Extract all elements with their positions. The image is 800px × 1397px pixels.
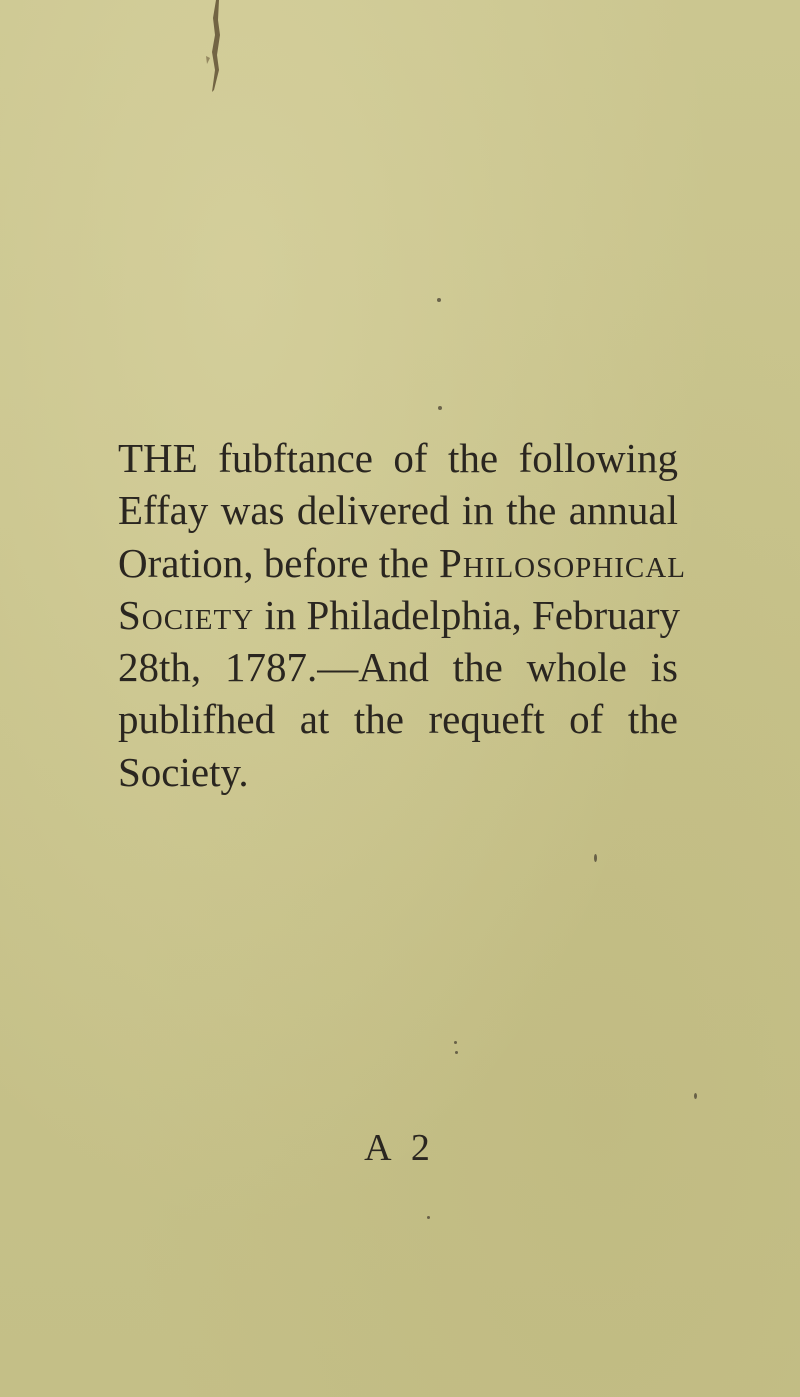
paper-speck: [694, 1093, 697, 1099]
paper-speck: [455, 1051, 458, 1054]
smallcaps-society: Society: [118, 591, 255, 638]
line-text: fubftance of the following: [218, 435, 679, 481]
preface-paragraph: [118, 432, 686, 798]
signature-mark: A 2: [364, 1127, 436, 1169]
paper-speck: [594, 854, 597, 862]
paragraph-line-7: Society.: [118, 748, 249, 795]
paper-speck: [454, 1041, 457, 1044]
paper-speck: [437, 298, 441, 302]
paragraph-line-2: Effay was delivered in the annual: [118, 487, 678, 534]
paragraph-line-1: [118, 432, 678, 484]
paper-speck: [438, 406, 442, 410]
ink-blot-icon: [200, 0, 230, 100]
line-text: Oration, before the: [118, 539, 429, 586]
paragraph-line-5: 28th, 1787.—And the whole is: [118, 644, 678, 691]
line-text: in Philadelphia, February: [264, 591, 680, 638]
opening-word: THE: [118, 435, 198, 481]
paragraph-line-4: [118, 589, 678, 641]
paragraph-line-6: publifhed at the requeft of the: [118, 696, 678, 743]
paragraph-line-3: [118, 537, 686, 589]
smallcaps-philosophical: Philosophical: [439, 539, 686, 586]
paper-speck: [427, 1216, 430, 1219]
